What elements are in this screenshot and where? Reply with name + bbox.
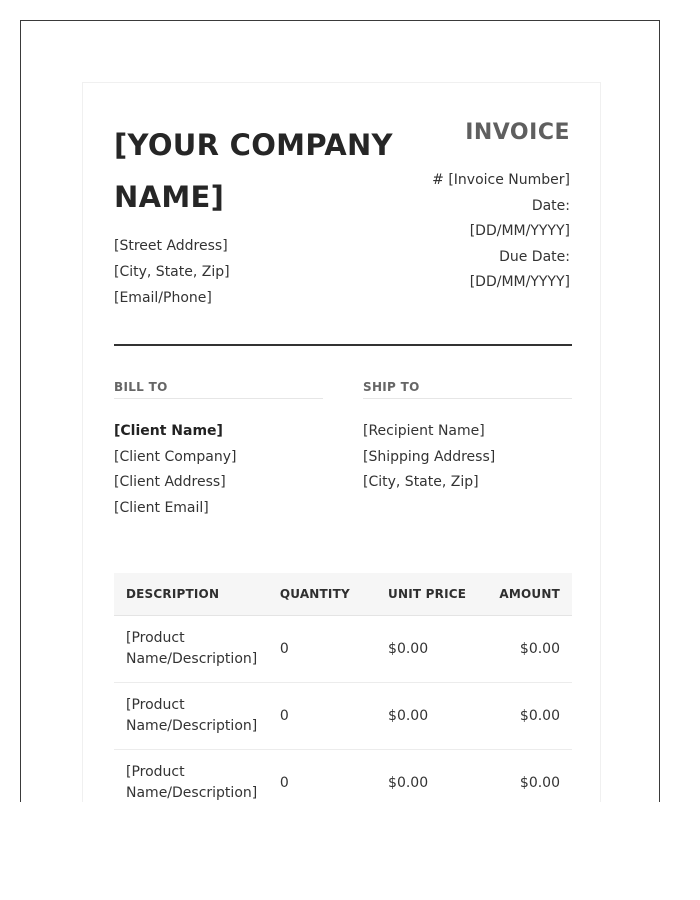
header-amount: AMOUNT	[499, 587, 560, 601]
bill-to-details	[114, 419, 323, 521]
item-quantity: 0	[279, 708, 289, 724]
item-unit-price: $0.00	[388, 641, 429, 657]
table-row	[114, 616, 572, 683]
bill-to-section	[114, 380, 323, 521]
document-viewport[interactable]	[20, 20, 660, 802]
ship-to-section	[363, 380, 572, 496]
invoice-sheet	[82, 82, 601, 802]
item-amount: $0.00	[519, 708, 560, 724]
due-date-value: [DD/MM/YYYY]	[469, 274, 570, 290]
shipping-city-state-zip: [City, State, Zip]	[363, 474, 479, 490]
item-amount: $0.00	[519, 641, 560, 657]
item-description-line: [Product	[126, 630, 185, 646]
header-quantity: QUANTITY	[279, 587, 350, 601]
client-address: [Client Address]	[114, 474, 226, 490]
item-description	[114, 762, 268, 802]
street-address: [Street Address]	[114, 238, 228, 254]
company-name	[114, 119, 414, 223]
client-name: [Client Name]	[114, 423, 223, 439]
header-description: DESCRIPTION	[126, 587, 220, 601]
bill-to-heading: BILL TO	[114, 380, 323, 399]
shipping-address: [Shipping Address]	[363, 448, 496, 465]
header-divider	[114, 344, 572, 346]
item-amount: $0.00	[519, 775, 560, 791]
item-description-line: Name/Description]	[126, 718, 258, 734]
ship-to-heading: SHIP TO	[363, 380, 572, 399]
ship-to-details	[363, 419, 572, 496]
item-description-line: Name/Description]	[126, 651, 258, 667]
invoice-title: INVOICE	[465, 120, 570, 145]
recipient-name: [Recipient Name]	[363, 423, 485, 439]
table-header-row	[114, 573, 572, 616]
invoice-number: # [Invoice Number]	[432, 172, 570, 188]
city-state-zip: [City, State, Zip]	[114, 264, 230, 280]
item-description	[114, 628, 268, 670]
client-email: [Client Email]	[114, 499, 209, 516]
date-label: Date:	[531, 197, 570, 214]
email-phone: [Email/Phone]	[114, 290, 212, 306]
item-description-line: [Product	[126, 697, 185, 713]
company-name-line: [YOUR COMPANY	[114, 128, 393, 162]
item-quantity: 0	[279, 641, 289, 657]
line-items-table	[114, 573, 572, 802]
date-value: [DD/MM/YYYY]	[469, 223, 570, 239]
item-description-line: Name/Description]	[126, 785, 258, 801]
item-description-line: [Product	[126, 764, 185, 780]
item-quantity: 0	[279, 775, 289, 791]
company-address	[114, 233, 230, 311]
table-row	[114, 750, 572, 802]
item-description	[114, 695, 268, 737]
company-name-line: NAME]	[114, 180, 225, 214]
client-company: [Client Company]	[114, 448, 237, 465]
item-unit-price: $0.00	[388, 775, 429, 791]
header-unit-price: UNIT PRICE	[388, 587, 467, 601]
invoice-meta	[432, 168, 570, 296]
item-unit-price: $0.00	[388, 708, 429, 724]
due-date-label: Due Date:	[499, 248, 570, 265]
table-row	[114, 683, 572, 750]
